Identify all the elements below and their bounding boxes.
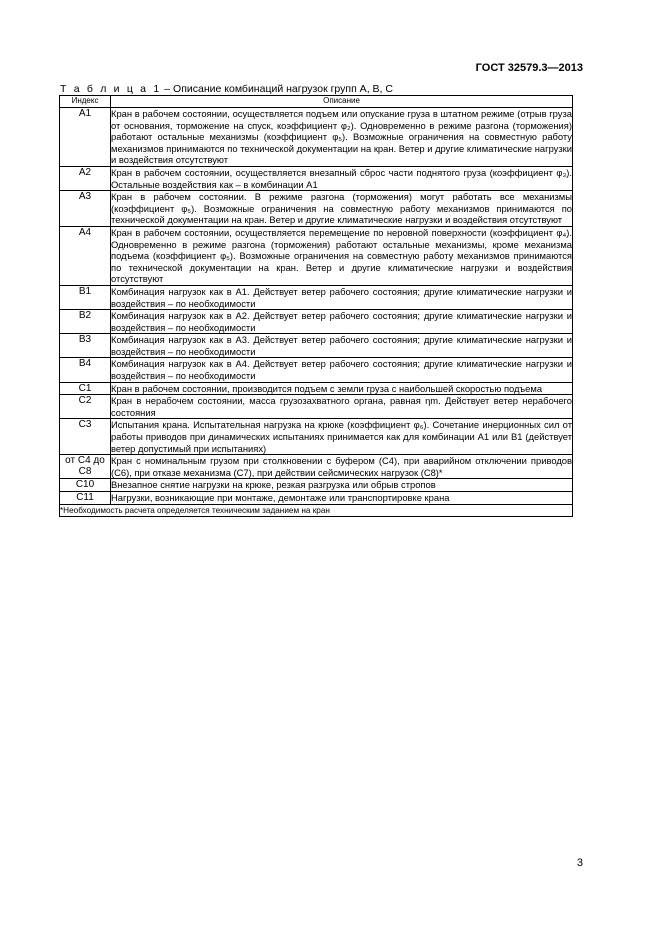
table-header-row bbox=[60, 96, 573, 108]
row-description: Кран в рабочем состоянии, осуществляется подъем или опускание груза в штатном режиме (отрыв груза от основания, торможение на спуск, коэффициент φ₂). Одновременно в режиме разгона (торможения) работают остальные механизмы (коэффициент φ₅). Возможные ограничения на совместную работу механизмов принимаются по технической документации на кран. Ветер и другие климатические нагрузки и воздействия отсутствуют bbox=[111, 108, 572, 166]
row-index: С2 bbox=[60, 395, 111, 419]
row-description: Кран в рабочем состоянии, осуществляется перемещение по неровной поверхности (коэффициент φ₄). Одновременно в режиме разгона (торможения) работают остальные механизмы, кроме механизма подъема (коэффициент φ₅). Возможные ограничения на совместную работу механизмов принимаются по технической документации на кран. Ветер и другие климатические нагрузки и воздействия отсутствуют bbox=[111, 226, 572, 285]
row-index: А2 bbox=[60, 166, 111, 190]
table-row bbox=[60, 334, 573, 358]
table-footnote-row bbox=[60, 504, 573, 516]
standard-designation: ГОСТ 32579.3—2013 bbox=[475, 62, 583, 74]
row-description: Внезапное снятие нагрузки на крюке, резкая разгрузка или обрыв стропов bbox=[111, 479, 573, 492]
row-index: В2 bbox=[60, 310, 111, 334]
row-index: А3 bbox=[60, 191, 111, 227]
row-index: В4 bbox=[60, 358, 111, 382]
page-number: 3 bbox=[576, 857, 583, 869]
row-index: А1 bbox=[60, 108, 111, 167]
table-row bbox=[60, 455, 573, 479]
table-row bbox=[60, 358, 573, 382]
column-header-index: Индекс bbox=[60, 96, 111, 108]
row-description: Комбинация нагрузок как в А3. Действует ветер рабочего состояния; другие климатические нагрузки и воздействия – по необходимости bbox=[111, 334, 572, 357]
row-index: от С4 до С8 bbox=[60, 455, 111, 479]
column-header-description: Описание bbox=[111, 96, 573, 108]
table-caption bbox=[60, 83, 393, 95]
table-caption-prefix: Т а б л и ц а 1 bbox=[60, 83, 162, 95]
table-row bbox=[60, 166, 573, 190]
row-index: С3 bbox=[60, 419, 111, 455]
table-row bbox=[60, 285, 573, 309]
load-combinations-table bbox=[59, 95, 573, 517]
table-caption-text: – Описание комбинаций нагрузок групп А, В, С bbox=[161, 83, 393, 95]
table-row bbox=[60, 382, 573, 395]
table-row bbox=[60, 419, 573, 455]
table-row bbox=[60, 492, 573, 505]
row-index: А4 bbox=[60, 226, 111, 285]
table-row bbox=[60, 479, 573, 492]
row-index: С1 bbox=[60, 382, 111, 395]
row-description: Кран с номинальным грузом при столкновении с буфером (С4), при аварийном отключении приводов (С6), при отказе механизма (С7), при действии сейсмических нагрузок (С8)* bbox=[111, 455, 572, 478]
row-description: Комбинация нагрузок как в А2. Действует ветер рабочего состояния; другие климатические нагрузки и воздействия – по необходимости bbox=[111, 310, 572, 333]
table-row bbox=[60, 191, 573, 227]
table-row bbox=[60, 395, 573, 419]
table-footnote: *Необходимость расчета определяется техническим заданием на кран bbox=[60, 504, 573, 516]
row-description: Кран в рабочем состоянии, осуществляется внезапный сброс части поднятого груза (коэффициент φ₃). Остальные воздействия как – в комбинации А1 bbox=[111, 166, 572, 190]
row-description: Испытания крана. Испытательная нагрузка на крюке (коэффициент φ₆). Сочетание инерционных сил от работы приводов при динамических испытаниях принимается как для комбинации А1 или В1 (действует ветер допустимый при испытаниях) bbox=[111, 419, 572, 454]
table-row bbox=[60, 108, 573, 167]
row-index: В1 bbox=[60, 285, 111, 309]
row-description: Кран в рабочем состоянии. В режиме разгона (торможения) могут работать все механизмы (коэффициент φ₅). Возможные ограничения на совместную работу механизмов принимаются по технической документации на кран. Ветер и другие климатические нагрузки и воздействия отсутствуют bbox=[111, 191, 572, 226]
table-row bbox=[60, 226, 573, 285]
table-row bbox=[60, 310, 573, 334]
row-description: Комбинация нагрузок как в А1. Действует ветер рабочего состояния; другие климатические нагрузки и воздействия – по необходимости bbox=[111, 285, 572, 309]
row-description: Кран в нерабочем состоянии, масса грузозахватного органа, равная ηm. Действует ветер нерабочего состояния bbox=[111, 395, 572, 418]
row-index: В3 bbox=[60, 334, 111, 358]
row-description: Кран в рабочем состоянии, производится подъем с земли груза с наибольшей скоростью подъема bbox=[111, 382, 573, 395]
row-index: С10 bbox=[60, 479, 111, 492]
row-index: С11 bbox=[60, 492, 111, 505]
row-description: Комбинация нагрузок как в А4. Действует ветер рабочего состояния; другие климатические нагрузки и воздействия – по необходимости bbox=[111, 358, 572, 382]
row-description: Нагрузки, возникающие при монтаже, демонтаже или транспортировке крана bbox=[111, 492, 573, 505]
